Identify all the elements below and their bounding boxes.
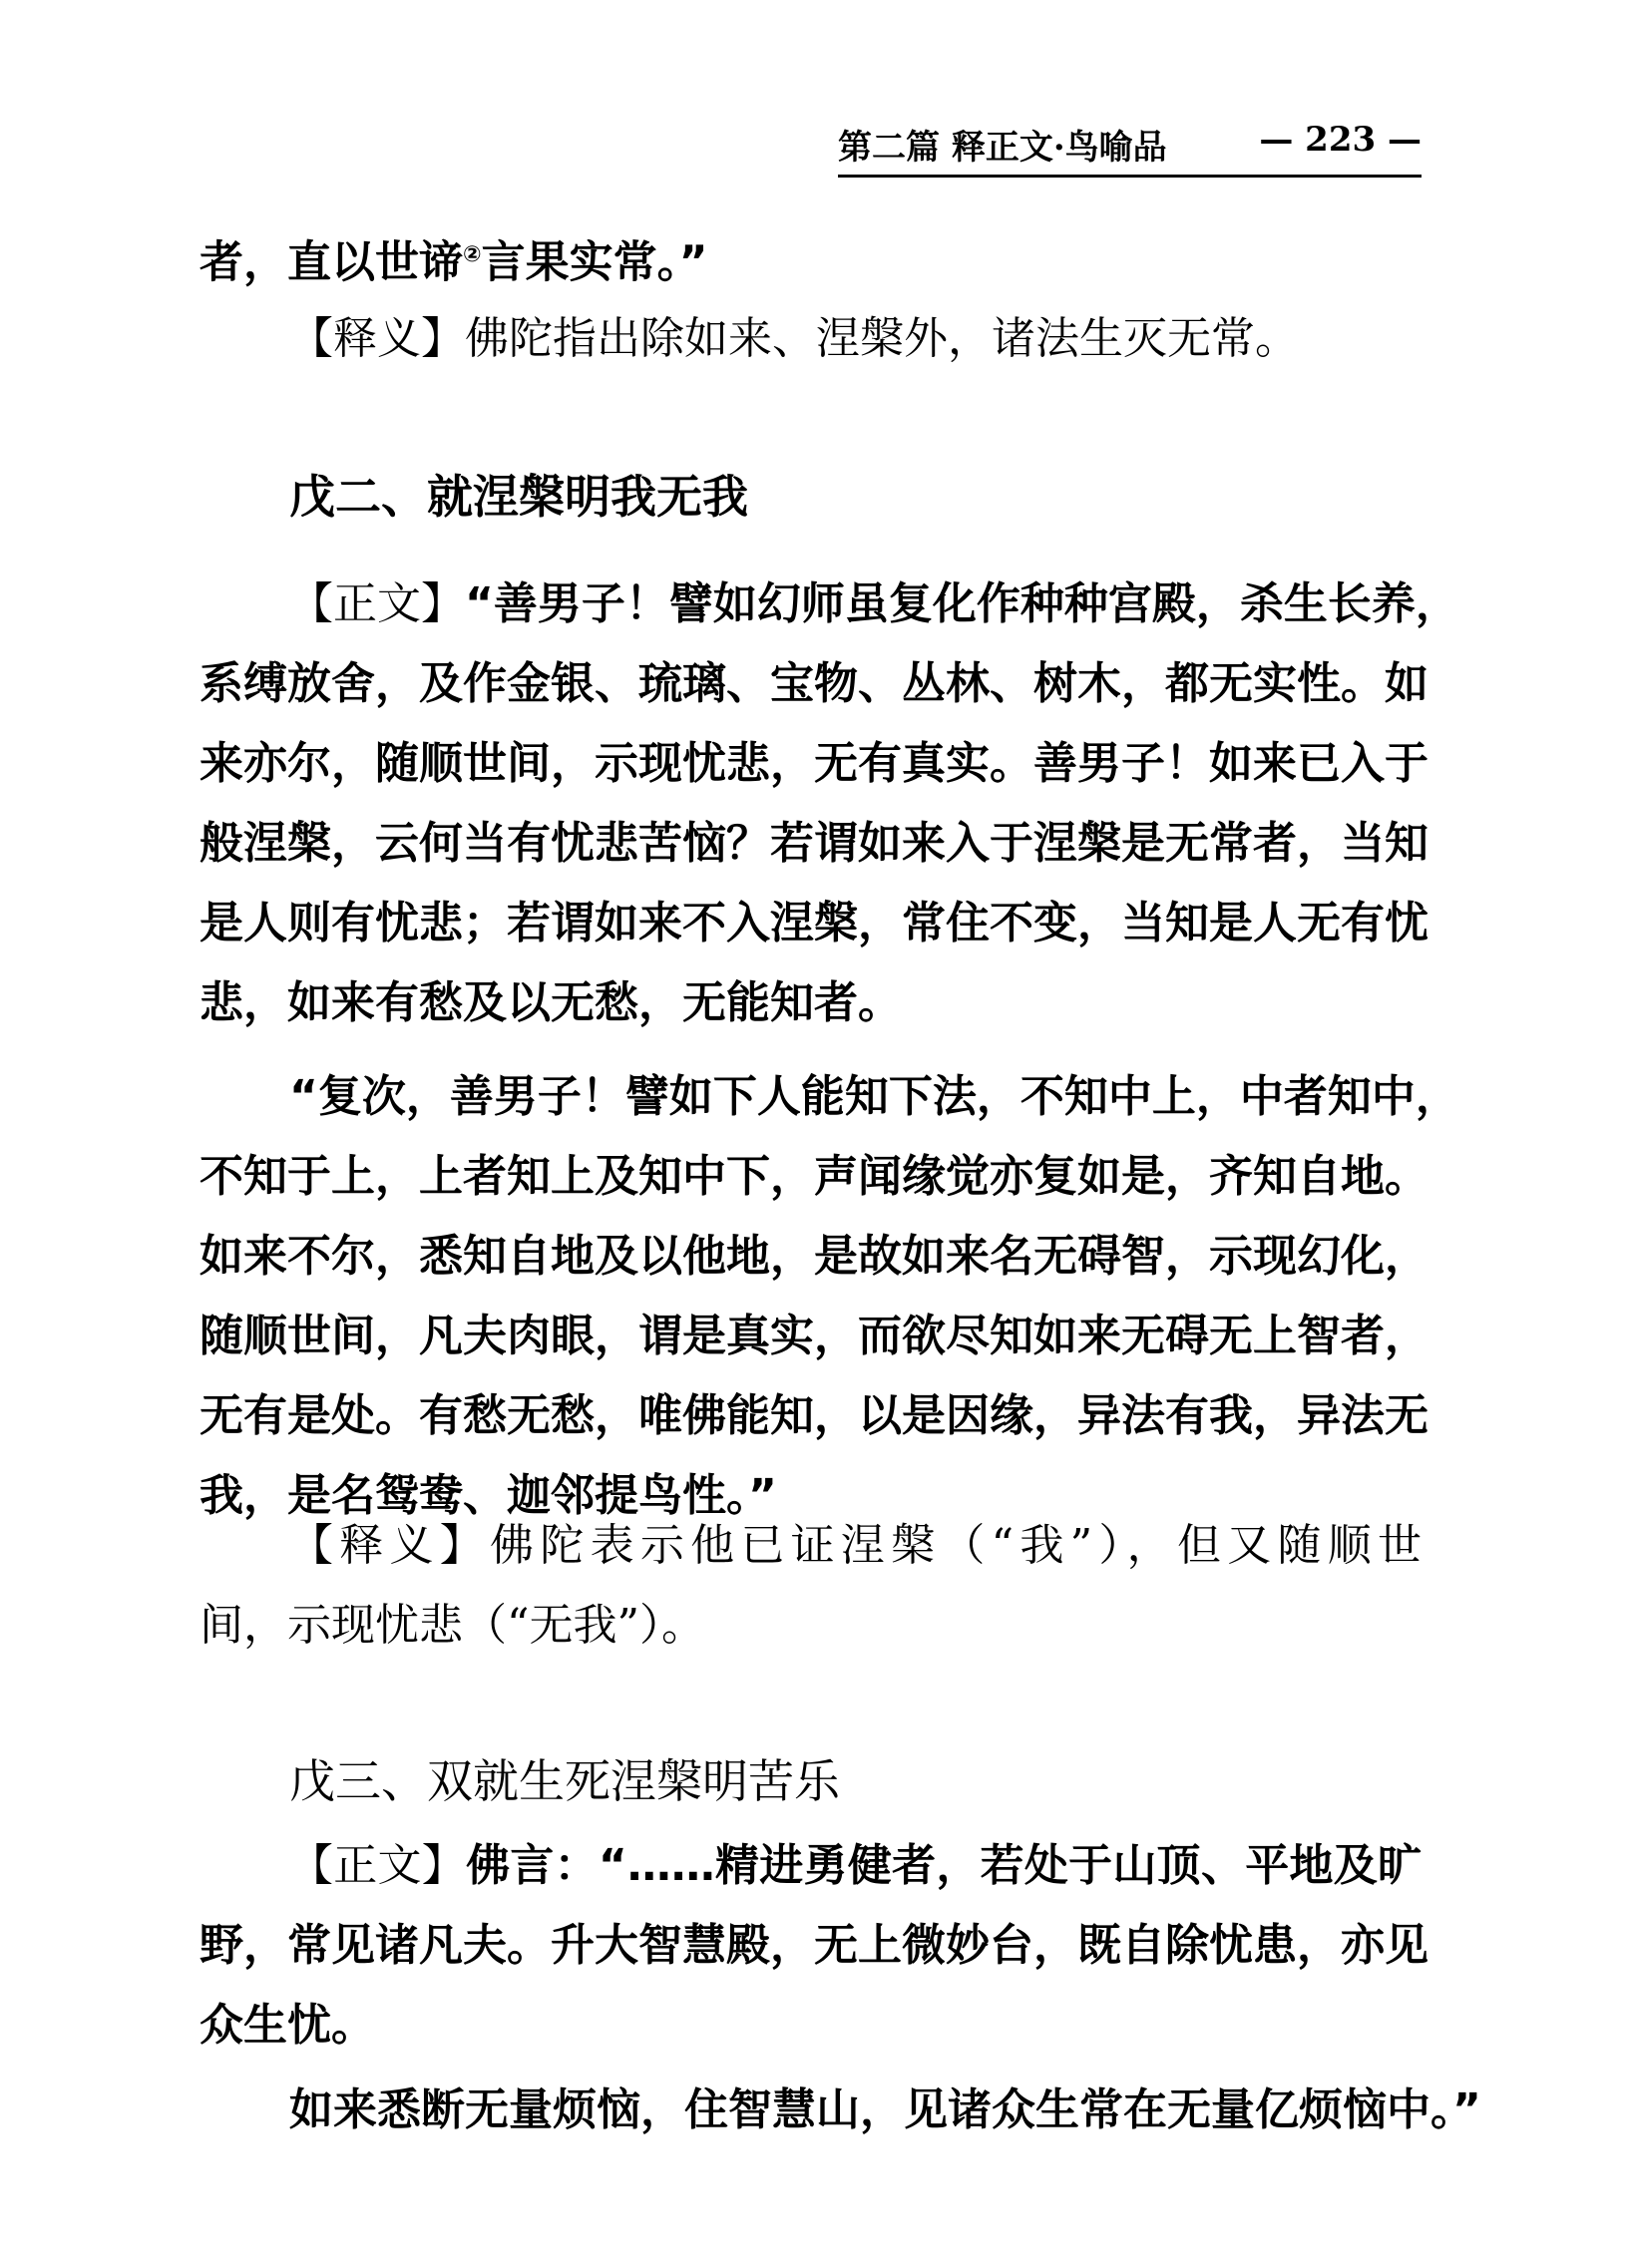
text-line: 如来不尔，悉知自地及以他地，是故如来名无碍智，示现幻化，	[200, 1231, 1428, 1282]
text-line: 系缚放舍，及作金银、琉璃、宝物、丛林、树木，都无实性。如	[200, 658, 1428, 709]
header-title: 第二篇 释正文·鸟喻品	[838, 128, 1167, 168]
explanation-line: 【释义】佛陀表示他已证涅槃（“我”），但又随顺世	[289, 1520, 1422, 1571]
section-heading: 戊二、就涅槃明我无我	[289, 470, 748, 524]
text-line: 悲，如来有愁及以无愁，无能知者。	[200, 977, 902, 1028]
text-line: 众生忧。	[200, 2000, 375, 2051]
text-line: 来亦尔，随顺世间，示现忧悲，无有真实。善男子！如来已入于	[200, 738, 1428, 789]
text-line: 者，直以世谛②言果实常。”	[200, 236, 708, 288]
explanation-line: 【释义】佛陀指出除如来、涅槃外，诸法生灭无常。	[289, 313, 1299, 364]
text-line: “复次，善男子！譬如下人能知下法，不知中上，中者知中，	[289, 1071, 1459, 1122]
text-line: 是人则有忧悲；若谓如来不入涅槃，常住不变，当知是人无有忧	[200, 898, 1428, 948]
text-line: 不知于上，上者知上及知中下，声闻缘觉亦复如是，齐知自地。	[200, 1151, 1428, 1202]
page-number: — 223 —	[1259, 120, 1422, 160]
text-line: 般涅槃，云何当有忧悲苦恼？若谓如来入于涅槃是无常者，当知	[200, 818, 1428, 869]
footnote-marker: ②	[463, 242, 482, 267]
text-line: 【正文】“善男子！譬如幻师虽复化作种种宫殿，杀生长养，	[289, 578, 1459, 629]
text-line: 无有是处。有愁无愁，唯佛能知，以是因缘，异法有我，异法无	[200, 1390, 1428, 1441]
text-line: 随顺世间，凡夫肉眼，谓是真实，而欲尽知如来无碍无上智者，	[200, 1311, 1428, 1361]
text-line: 如来悉断无量烦恼，住智慧山，见诸众生常在无量亿烦恼中。”	[289, 2084, 1481, 2135]
text-line: 【正文】佛言：“……精进勇健者，若处于山顶、平地及旷	[289, 1840, 1422, 1891]
explanation-line: 间，示现忧悲（“无我”）。	[200, 1600, 705, 1651]
section-heading: 戊三、双就生死涅槃明苦乐	[289, 1754, 840, 1808]
text-line: 我，是名鸳鸯、迦邻提鸟性。”	[200, 1470, 777, 1521]
running-header	[838, 120, 1422, 178]
text-line: 野，常见诸凡夫。升大智慧殿，无上微妙台，既自除忧患，亦见	[200, 1920, 1428, 1971]
